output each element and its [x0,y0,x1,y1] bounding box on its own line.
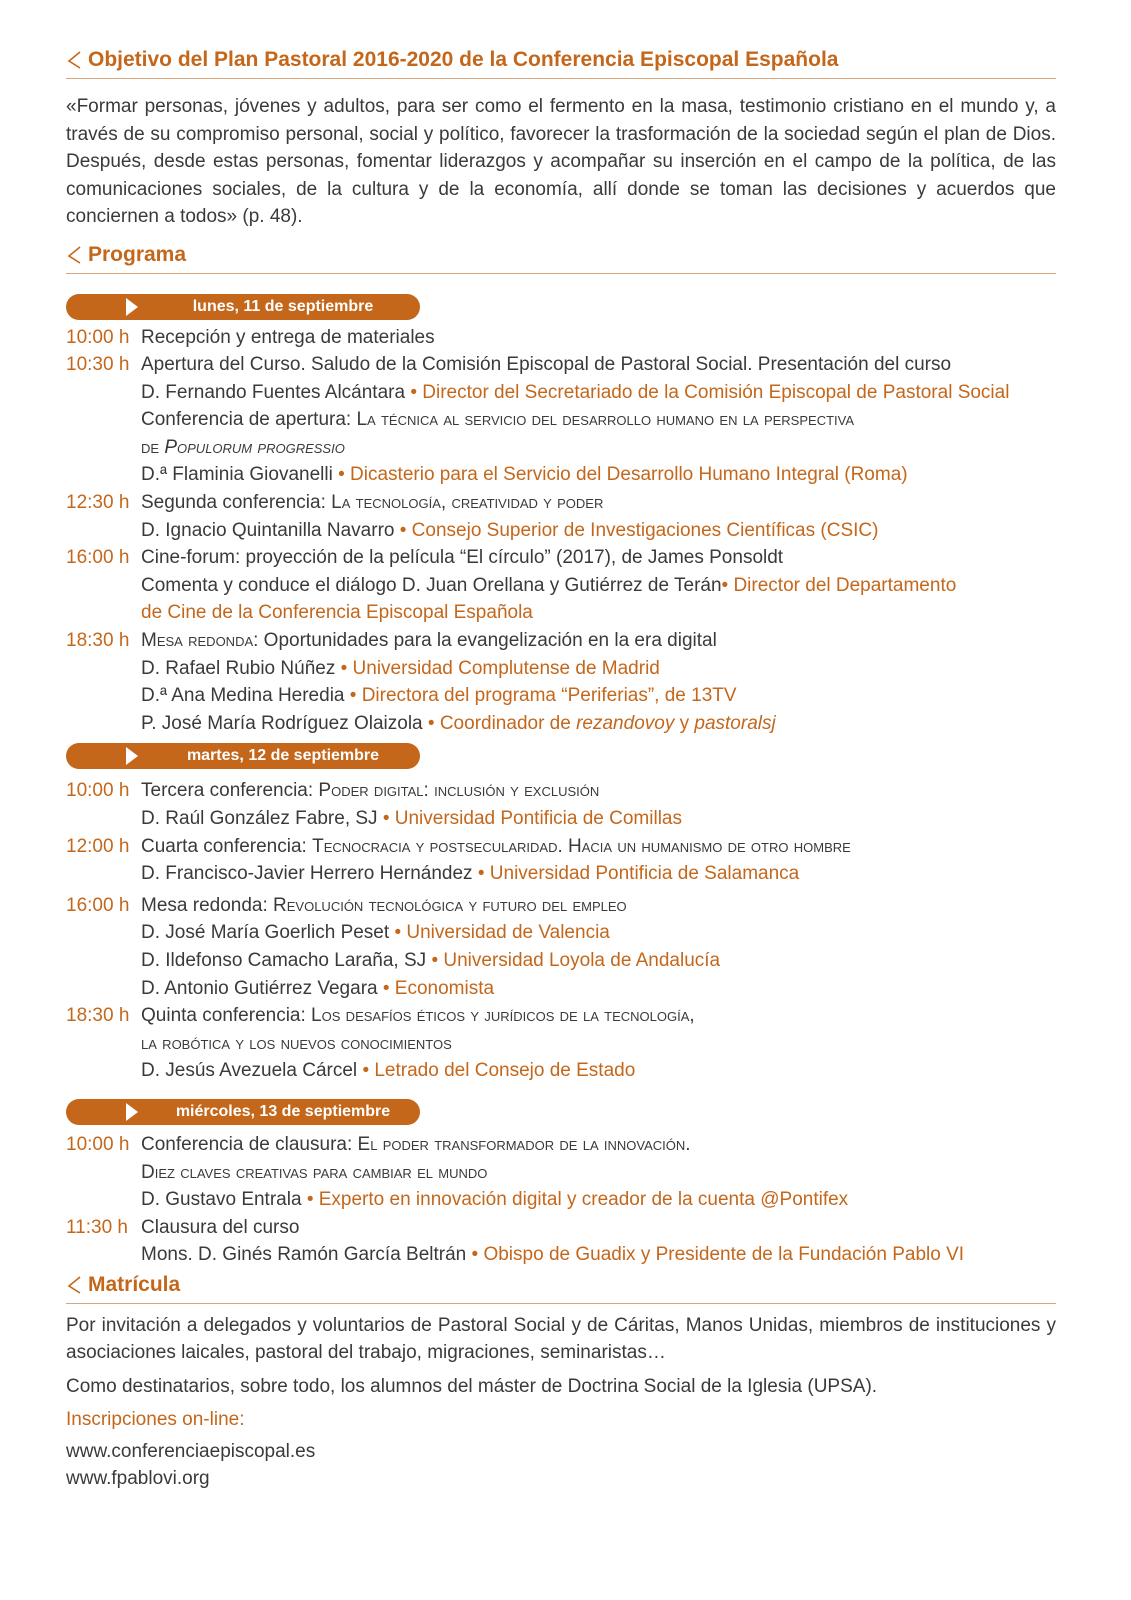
conference-name: La técnica al servicio del desarrollo humano en la perspectiva [356,409,855,431]
objetivo-heading [66,48,1056,79]
speaker-org: • Universidad Complutense de Madrid [340,657,660,679]
speaker-name: D.ª Flaminia Giovanelli [141,464,333,486]
speaker [66,860,1056,888]
speaker-org: • Universidad Loyola de Andalucía [431,949,721,971]
day-bar-miercoles [66,1099,420,1125]
time: 10:30 h [66,354,130,376]
speaker-name: D. José María Goerlich Peset [141,922,390,944]
speaker-org: • Universidad Pontificia de Comillas [382,808,682,829]
speaker-name: P. José María Rodríguez Olaizola [141,712,423,734]
org-part: • Coordinador de [427,712,577,734]
time: 10:00 h [66,1133,130,1155]
time: 18:30 h [66,630,130,652]
speaker [66,655,1056,683]
objetivo-title: Objetivo del Plan Pastoral 2016-2020 de la Conferencia Episcopal Española [88,48,839,71]
conference-prefix: Quinta conferencia: [141,1005,312,1027]
speaker-org: • Universidad de Valencia [394,922,610,944]
conference-prefix: Conferencia de apertura: [141,409,357,431]
speaker [66,710,1056,738]
conference-prefix: Tercera conferencia: [141,780,319,802]
speaker-name: D. Antonio Gutiérrez Vegara [141,977,378,999]
time: 10:00 h [66,780,130,802]
activity: Apertura del Curso. Saludo de la Comisión Episcopal de Pastoral Social. Presentación del curso [141,354,952,376]
schedule-lunes [66,324,1056,738]
schedule-row [66,1214,1056,1242]
mesa-label: Mesa redonda [141,630,254,652]
matricula-text-2: Como destinatarios, sobre todo, los alumnos del máster de Doctrina Social de la Iglesia (UPSA). [66,1375,878,1397]
link-conferenciaepiscopal[interactable]: www.conferenciaepiscopal.es [66,1440,316,1462]
time: 12:30 h [66,492,130,514]
programa-title: Programa [88,242,187,266]
conference-name-cont: Diez claves creativas para cambiar el mundo [141,1161,488,1183]
activity [141,833,1056,861]
time: 11:30 h [66,1216,128,1238]
triangle-outline-icon [66,245,82,265]
schedule-martes [66,777,1056,1085]
org-italic: rezandovoy [576,712,675,734]
schedule-row [66,351,1056,379]
speaker [66,975,1056,1003]
speaker-org: • Experto en innovación digital y creador de la cuenta @Pontifex [306,1189,849,1211]
time: 16:00 h [66,547,130,569]
speaker-org: • Director del Departamento [721,574,957,596]
speaker-name: D. Gustavo Entrala [141,1189,302,1211]
day-label: martes, 12 de septiembre [186,747,380,765]
matricula-heading [66,1273,1056,1304]
org-italic: pastoralsj [694,712,776,734]
schedule-row [66,627,1056,655]
speaker [66,947,1056,975]
speaker [66,1241,1056,1269]
conference-prefix: Cuarta conferencia: [141,835,313,857]
speaker-name: D.ª Ana Medina Heredia [141,685,345,707]
day-label: miércoles, 13 de septiembre [175,1102,391,1120]
day-label: lunes, 11 de septiembre [192,297,374,315]
conference-name-cont: la robótica y los nuevos conocimientos [141,1032,452,1054]
conference-title [66,406,1056,434]
speaker [66,1186,1056,1214]
schedule-row [66,544,1056,572]
speaker-org-cont: de Cine de la Conferencia Episcopal Española [141,602,533,624]
speaker-org: • Dicasterio para el Servicio del Desarrollo Humano Integral (Roma) [338,464,908,486]
speaker [66,572,1056,600]
speaker [66,379,1056,407]
schedule-row [66,892,1056,920]
triangle-outline-icon [66,50,82,70]
speaker-org: • Consejo Superior de Investigaciones Científicas (CSIC) [399,519,879,541]
conference-name: El poder transformador de la innovación. [357,1133,691,1155]
activity [141,627,1056,655]
schedule-row [66,1131,1056,1159]
conference-title-cont [66,434,1056,462]
speaker-name: D. Rafael Rubio Núñez [141,657,336,679]
conference-prefix: Mesa redonda: [141,894,274,916]
speaker [66,805,1056,833]
conference-name: Los desafíos éticos y jurídicos de la tecnología, [311,1005,695,1027]
speaker-org [428,713,776,734]
speaker [66,517,1056,545]
schedule-row [66,1002,1056,1030]
schedule-row [66,777,1056,805]
activity-text: : Oportunidades para la evangelización en la era digital [253,630,717,652]
speaker-name: D. Jesús Avezuela Cárcel [141,1060,358,1082]
speaker-name: D. Raúl González Fabre, SJ [141,808,378,829]
speaker-org: • Universidad Pontificia de Salamanca [477,863,800,885]
time: 16:00 h [66,894,130,916]
schedule-row [66,489,1056,517]
speaker-org: • Director del Secretariado de la Comisión Episcopal de Pastoral Social [410,381,1010,403]
schedule-row [66,833,1056,861]
conference-prefix: Conferencia de clausura: [141,1133,358,1155]
play-triangle-icon [126,1103,138,1121]
schedule-row [66,324,1056,352]
speaker [66,461,1056,489]
activity [141,1131,1056,1159]
speaker-org: • Economista [382,977,495,999]
day-bar-martes [66,743,420,769]
speaker-org: • Letrado del Consejo de Estado [362,1060,636,1082]
speaker-name: D. Ignacio Quintanilla Navarro [141,519,395,541]
objetivo-text: «Formar personas, jóvenes y adultos, para ser como el fermento en la masa, testimonio cristiano en el mundo y, a través de su compromiso personal, social y político, favorecer la trasformación de la sociedad según el plan de Dios. Después, desde estas personas, fomentar liderazgos y acompañar su inserción en el campo de la política, de las comunicaciones sociales, de la cultura y de la economía, allí donde se toman las decisiones y acuerdos que conciernen a todos» (p. 48). [66,96,1056,227]
time: 10:00 h [66,326,130,348]
conference-name: Tecnocracia y postsecularidad. Hacia un humanismo de otro hombre [312,835,851,857]
schedule-miercoles [66,1131,1056,1269]
inscripciones-label: Inscripciones on-line: [66,1409,245,1431]
activity: Clausura del curso [141,1216,300,1238]
speaker-org: • Directora del programa “Periferias”, de 13TV [349,685,737,707]
play-triangle-icon [126,298,138,316]
org-part: y [674,712,695,734]
play-triangle-icon [126,747,138,765]
speaker-name: Mons. D. Ginés Ramón García Beltrán [141,1244,467,1266]
link-fpablovi[interactable]: www.fpablovi.org [66,1468,210,1490]
time: 12:00 h [66,835,130,857]
speaker [66,682,1056,710]
speaker [66,1057,1056,1085]
speaker [66,919,1056,947]
speaker-name: D. Francisco-Javier Herrero Hernández [141,863,473,885]
activity [141,892,1056,920]
speaker-org: • Obispo de Guadix y Presidente de la Fundación Pablo VI [471,1244,965,1266]
activity [141,489,1056,517]
programa-heading [66,243,1056,274]
conference-name-italic: Populorum progressio [164,436,345,458]
matricula-title: Matrícula [88,1272,181,1296]
speaker-name: D. Fernando Fuentes Alcántara [141,381,406,403]
activity [141,777,1056,805]
triangle-outline-icon [66,1275,82,1295]
matricula-text-1: Por invitación a delegados y voluntarios de Pastoral Social y de Cáritas, Manos Unidas, miembros de instituciones y asociaciones laicales, pastoral del trabajo, migraciones, seminaristas… [66,1314,1056,1364]
conference-name: Poder digital: inclusión y exclusión [318,780,600,802]
conference-prefix: Segunda conferencia: [141,492,332,514]
speaker-name: Comenta y conduce el diálogo D. Juan Orellana y Gutiérrez de Terán [141,574,722,596]
conference-name: Revolución tecnológica y futuro del empleo [273,894,627,916]
activity: Cine-forum: proyección de la película “El círculo” (2017), de James Ponsoldt [141,547,784,569]
page [66,48,1056,1493]
day-bar-lunes [66,294,420,320]
conference-name-part: de [141,436,165,458]
activity: Recepción y entrega de materiales [141,326,435,348]
time: 18:30 h [66,1005,130,1027]
conference-name: La tecnología, creatividad y poder [331,492,604,514]
activity [141,1002,1056,1030]
speaker-name: D. Ildefonso Camacho Laraña, SJ [141,949,427,971]
